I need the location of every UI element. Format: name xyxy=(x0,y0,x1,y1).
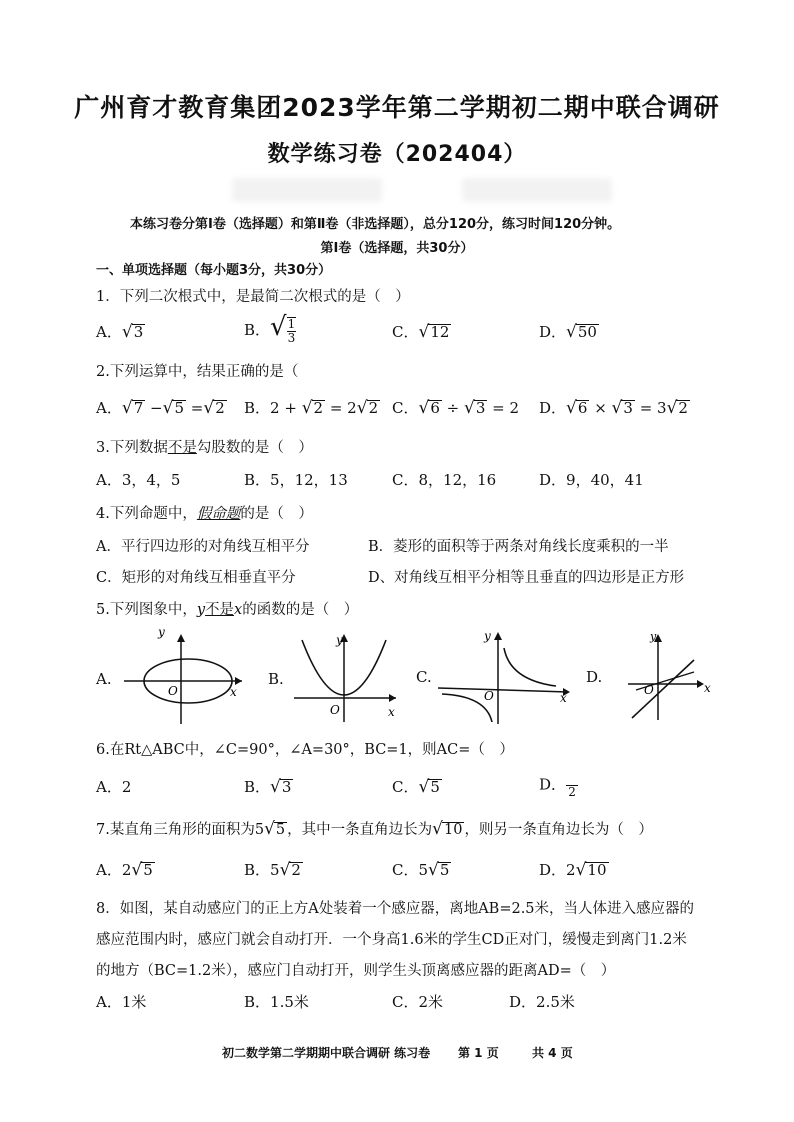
exam-title: 广州育才教育集团2023学年第二学期初二期中联合调研 xyxy=(74,93,720,122)
q2-option-c: C．√6 ÷ √3 = 2 xyxy=(392,398,520,418)
q5c-axis-x: x xyxy=(560,691,567,705)
q1-option-b: B．√ $\frac{1}{3}$ xyxy=(244,312,296,345)
q5c-origin: O xyxy=(484,689,494,703)
q7-option-d: D．2√10 xyxy=(539,860,607,880)
q7-stem: 7.某直角三角形的面积为5√5 ，其中一条直角边长为√10 ，则另一条直角边长为（ ） xyxy=(96,819,653,839)
q5-option-c-label: C. xyxy=(416,668,432,686)
q8-option-b: B．1.5米 xyxy=(244,993,309,1011)
q5-option-b-label: B. xyxy=(268,670,284,688)
q5-graph-c xyxy=(436,628,576,728)
q7-option-b: B．5√2 xyxy=(244,860,301,880)
q4-option-b: B．菱形的面积等于两条对角线长度乘积的一半 xyxy=(368,539,669,555)
q1-option-a: A．√3 xyxy=(96,322,144,342)
q5d-axis-x: x xyxy=(704,681,711,695)
section-title: 一、单项选择题（每小题3分，共30分） xyxy=(96,263,332,278)
q6-option-b: B．√3 xyxy=(244,777,292,797)
q5b-origin: O xyxy=(330,703,340,717)
q4-option-c: C．矩形的对角线互相垂直平分 xyxy=(96,570,296,586)
q5d-origin: O xyxy=(644,683,654,697)
q6-stem: 6.在Rt△ABC中，∠C=90°，∠A=30°，BC=1，则AC=（ ） xyxy=(96,742,514,758)
q1-option-d: D．√50 xyxy=(539,322,597,342)
q7-option-a: A．2√5 xyxy=(96,860,153,880)
q5a-axis-y: y xyxy=(158,628,165,639)
exam-subtitle: 数学练习卷（202404） xyxy=(267,142,527,167)
blurred-stamp-right xyxy=(462,178,612,202)
q5-option-a-label: A. xyxy=(96,670,112,688)
q5d-axis-y: y xyxy=(650,630,657,643)
q5a-origin: O xyxy=(168,684,178,698)
q5-stem: 5.下列图象中，y不是x的函数的是（ ） xyxy=(96,602,359,618)
q3-option-c: C．8，12，16 xyxy=(392,471,497,489)
q1-option-c: C．√12 xyxy=(392,322,450,342)
q4-option-a: A．平行四边形的对角线互相平分 xyxy=(96,539,310,555)
footer-total: 共 4 页 xyxy=(532,1046,573,1060)
exam-note: 本练习卷分第Ⅰ卷（选择题）和第Ⅱ卷（非选择题），总分120分，练习时间120分钟。 xyxy=(130,217,621,232)
q3-option-d: D．9，40，41 xyxy=(539,471,644,489)
q3-stem: 3.下列数据不是勾股数的是（ ） xyxy=(96,440,313,456)
q5b-axis-x: x xyxy=(388,705,395,719)
q8-option-c: C．2米 xyxy=(392,993,444,1011)
q4-stem: 4.下列命题中，假命题的是（ ） xyxy=(96,506,313,522)
q1-stem: 1．下列二次根式中，是最简二次根式的是（ ） xyxy=(96,289,410,305)
q5a-axis-x: x xyxy=(230,685,237,699)
q8-line-2: 感应范围内时，感应门就会自动打开．一个身高1.6米的学生CD正对门，缓慢走到离门1.2米 xyxy=(96,932,687,948)
q2-option-a: A．√7 −√5 =√2 xyxy=(96,398,225,418)
q3-option-a: A．3，4，5 xyxy=(96,471,181,489)
q3-option-b: B．5，12，13 xyxy=(244,471,348,489)
q5-graph-b xyxy=(292,630,402,725)
q8-line-3: 的地方（BC=1.2米），感应门自动打开，则学生头顶离感应器的距离AD=（ ） xyxy=(96,963,616,979)
q2-option-d: D．√6 × √3 = 3√2 xyxy=(539,398,688,418)
blurred-stamp-left xyxy=(232,178,382,202)
q8-option-a: A．1米 xyxy=(96,993,147,1011)
q2-stem: 2.下列运算中，结果正确的是（ xyxy=(96,364,299,380)
q5-graph-d xyxy=(624,628,724,723)
q8-line-1: 8．如图，某自动感应门的正上方A处装着一个感应器，离地AB=2.5米，当人体进入感应器的 xyxy=(96,901,695,917)
q5b-axis-y: y xyxy=(336,633,343,647)
q6-option-d: D． 2 xyxy=(539,772,578,799)
q6-option-c: C．√5 xyxy=(392,777,440,797)
q4-option-d: D、对角线互相平分相等且垂直的四边形是正方形 xyxy=(368,570,685,586)
footer-text: 初二数学第二学期期中联合调研 练习卷 xyxy=(222,1046,431,1060)
q7-option-c: C．5√5 xyxy=(392,860,450,880)
q2-option-b: B．2 + √2 = 2√2 xyxy=(244,398,379,418)
footer-page: 第 1 页 xyxy=(458,1046,499,1060)
q8-option-d: D．2.5米 xyxy=(509,993,575,1011)
q6-option-a: A．2 xyxy=(96,778,132,796)
q5-option-d-label: D. xyxy=(586,668,603,686)
q5-graph-a xyxy=(118,628,248,728)
part-title: 第Ⅰ卷（选择题，共30分） xyxy=(320,241,474,256)
q5c-axis-y: y xyxy=(484,629,491,643)
